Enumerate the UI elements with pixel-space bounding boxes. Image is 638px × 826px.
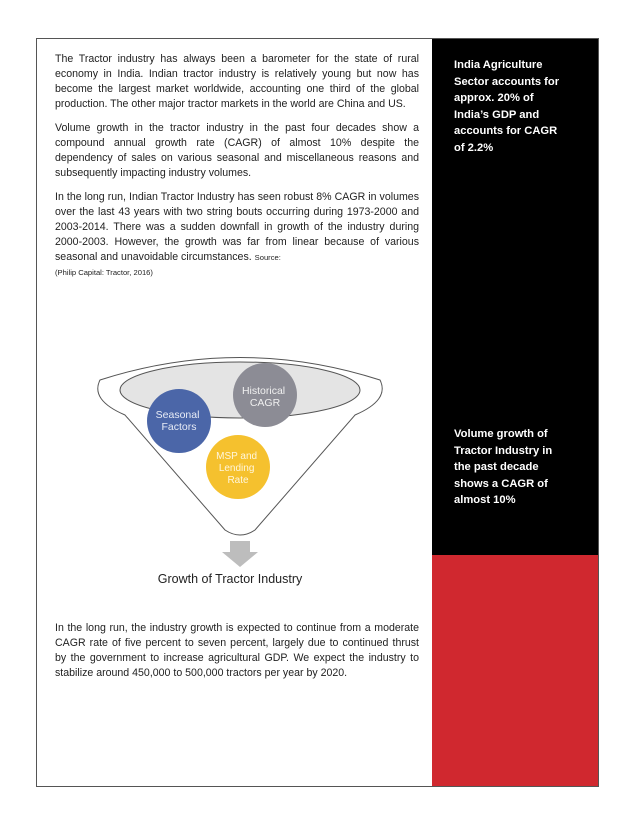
body-text-bottom	[55, 621, 419, 681]
paragraph-volume-growth: Volume growth in the tractor industry in the past four decades show a compound annual growth rate (CAGR) of almost 10% despite the dependency of sales on various seasonal and miscellaneous reasons and subsequently impacting industry volumes.	[55, 122, 419, 179]
diagram-caption: Growth of Tractor Industry	[157, 572, 303, 586]
sidebar-red-panel	[432, 555, 598, 786]
msp-label-1: MSP and	[216, 451, 258, 462]
paragraph-long-run-text: In the long run, Indian Tractor Industry has seen robust 8% CAGR in volumes over the last 43 years with two string bouts occurring during 1973-2000 and 2003-2014. There was a sudden downfall in growth of the industry during 2000-2003. However, the growth was far from linear because of various seasonal and unavoidable circumstances.	[55, 191, 419, 263]
body-text	[55, 52, 419, 289]
callout-volume-line: Volume growth of	[454, 428, 548, 440]
historical-label-2: CAGR	[249, 397, 281, 409]
paragraph-long-run	[55, 190, 419, 280]
callout-gdp-line: of 2.2%	[454, 141, 494, 154]
historical-label-1: Historical	[241, 385, 286, 397]
callout-gdp-line: approx. 20% of	[454, 92, 534, 104]
callout-volume-line: Tractor Industry in	[454, 444, 553, 457]
callout-volume-line: shows a CAGR of	[454, 477, 548, 490]
callout-volume-line: the past decade	[454, 461, 539, 473]
callout-gdp-line: Sector accounts for	[454, 75, 560, 88]
callout-gdp-line: accounts for CAGR	[454, 125, 558, 137]
callout-volume-growth	[454, 426, 579, 509]
source-citation: (Philip Capital: Tractor, 2016)	[55, 268, 153, 277]
source-label: Source:	[254, 253, 281, 262]
seasonal-label-1: Seasonal	[155, 409, 200, 421]
funnel-diagram	[90, 345, 390, 575]
callout-gdp-line: India’s GDP and	[454, 108, 540, 121]
down-arrow-icon	[222, 541, 258, 567]
paragraph-outlook: In the long run, the industry growth is expected to continue from a moderate CAGR rate of five percent to seven percent, largely due to continued thrust by the government to increase agricultural GDP. We expect the industry to stabilize around 450,000 to 500,000 tractors per year by 2020.	[55, 622, 419, 679]
seasonal-label-2: Factors	[161, 421, 197, 433]
callout-gdp-line: India Agriculture	[454, 59, 543, 71]
svg-text:Seasonal Factors	[156, 409, 203, 433]
paragraph-intro: The Tractor industry has always been a barometer for the state of rural economy in India. Indian tractor industry is relatively young but now has become the largest market worldwide, accounting one third of the global production. The other major tractor markets in the world are China and US.	[55, 53, 419, 110]
callout-volume-line: almost 10%	[454, 494, 516, 506]
msp-label-3: Rate	[227, 475, 249, 486]
msp-label-2: Lending	[218, 463, 255, 474]
callout-gdp	[454, 57, 579, 156]
